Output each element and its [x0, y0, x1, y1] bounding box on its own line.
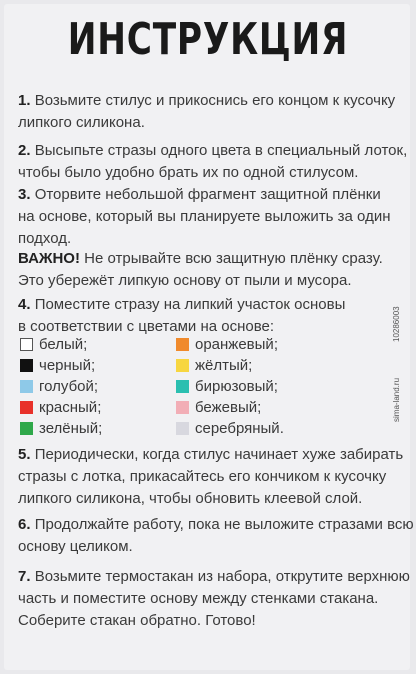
- color-swatch: [176, 422, 189, 435]
- step-text: липкого силикона, чтобы обновить клеевой слой.: [18, 490, 363, 507]
- step-text: Возьмите термостакан из набора, открутите верхнюю: [34, 568, 410, 585]
- step-7: [18, 566, 410, 632]
- page-title: ИНСТРУКЦИЯ: [67, 14, 349, 65]
- step-2: [18, 140, 407, 184]
- step-text: основу целиком.: [18, 538, 133, 555]
- step-number: 3.: [18, 186, 31, 203]
- warning-label: ВАЖНО!: [18, 250, 80, 267]
- step-text: часть и поместите основу между стенками стакана.: [18, 590, 379, 607]
- step-text: Продолжайте работу, пока не выложите стразами всю: [34, 516, 414, 533]
- step-5: [18, 444, 403, 510]
- step-text: Высыпьте стразы одного цвета в специальный лоток,: [34, 142, 408, 159]
- color-swatch: [176, 401, 189, 414]
- step-number: 4.: [18, 296, 31, 313]
- product-code: 10286003: [392, 306, 401, 342]
- step-text: Оторвите небольшой фрагмент защитной плёнки: [34, 186, 381, 203]
- step-text: в соответствии с цветами на основе:: [18, 318, 275, 335]
- website-label: sima-land.ru: [392, 377, 401, 422]
- color-item: [176, 397, 284, 418]
- color-label: бежевый;: [195, 399, 262, 416]
- step-text: Поместите стразу на липкий участок основы: [34, 296, 346, 313]
- color-swatch: [176, 359, 189, 372]
- color-label: зелёный;: [39, 420, 103, 437]
- color-item: [20, 418, 102, 439]
- step-text: липкого силикона.: [18, 114, 145, 131]
- step-6: [18, 514, 414, 558]
- color-swatch: [176, 338, 189, 351]
- step-text: Периодически, когда стилус начинает хуже забирать: [34, 446, 404, 463]
- step-text: чтобы было удобно брать их по одной стилусом.: [18, 164, 359, 181]
- color-item: [176, 418, 284, 439]
- step-1: [18, 90, 395, 134]
- step-text: Возьмите стилус и прикоснись его концом к кусочку: [34, 92, 396, 109]
- step-number: 7.: [18, 568, 31, 585]
- step-number: 5.: [18, 446, 31, 463]
- color-label: белый;: [39, 336, 88, 353]
- step-number: 2.: [18, 142, 31, 159]
- color-label: бирюзовый;: [195, 378, 278, 395]
- color-item: [176, 355, 284, 376]
- color-swatch: [20, 380, 33, 393]
- warning-text: Это убережёт липкую основу от пыли и мусора.: [18, 272, 352, 289]
- color-swatch: [176, 380, 189, 393]
- color-label: голубой;: [39, 378, 99, 395]
- color-list-right: [176, 334, 284, 439]
- warning-text: Не отрывайте всю защитную плёнку сразу.: [84, 250, 383, 267]
- color-swatch: [20, 422, 33, 435]
- color-item: [20, 355, 102, 376]
- step-text: стразы с лотка, прикасайтесь его кончиком к кусочку: [18, 468, 387, 485]
- color-list-left: [20, 334, 102, 439]
- step-text: подход.: [18, 230, 72, 247]
- color-swatch: [20, 401, 33, 414]
- step-text: на основе, который вы планируете выложить за один: [18, 208, 391, 225]
- color-label: красный;: [39, 399, 102, 416]
- color-swatch: [20, 338, 33, 351]
- color-label: оранжевый;: [195, 336, 278, 353]
- step-3: [18, 184, 390, 250]
- color-item: [176, 376, 284, 397]
- color-item: [20, 376, 102, 397]
- warning-note: [18, 248, 383, 292]
- step-4: [18, 294, 345, 338]
- step-number: 6.: [18, 516, 31, 533]
- color-label: серебряный.: [195, 420, 284, 437]
- color-item: [20, 397, 102, 418]
- color-label: черный;: [39, 357, 96, 374]
- color-label: жёлтый;: [195, 357, 253, 374]
- step-text: Соберите стакан обратно. Готово!: [18, 612, 256, 629]
- step-number: 1.: [18, 92, 31, 109]
- color-swatch: [20, 359, 33, 372]
- color-item: [20, 334, 102, 355]
- color-item: [176, 334, 284, 355]
